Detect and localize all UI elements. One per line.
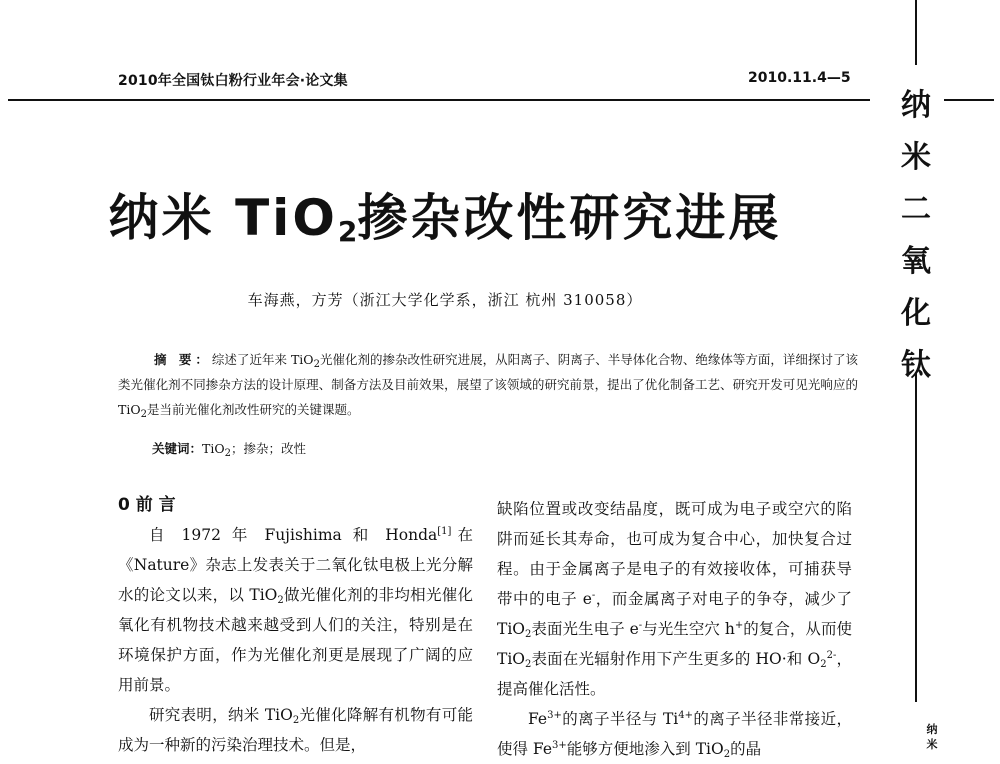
- paragraph: [497, 494, 852, 704]
- subscript: 2: [820, 659, 827, 670]
- side-tab-char: 氧: [901, 244, 931, 279]
- running-header-left: 2010年全国钛白粉行业年会·论文集: [118, 73, 348, 89]
- side-tab-small: [924, 722, 940, 752]
- paragraph-text: 与光生空穴 h: [642, 620, 735, 638]
- section-heading: 0 前 言: [118, 495, 176, 515]
- paragraph-text: 研究表明，纳米 TiO: [149, 706, 293, 724]
- superscript: -: [591, 590, 596, 601]
- abstract-subscript: 2: [140, 409, 147, 420]
- paragraph-text: 的离子半径非常接近，使得 Fe: [497, 710, 852, 758]
- abstract-subscript: 2: [313, 359, 320, 370]
- paragraph-text: ，而金属离子对电子的争夺，减少了 TiO: [497, 590, 852, 638]
- paragraph-text: Fe: [528, 710, 548, 728]
- abstract-label: 摘 要：: [154, 352, 212, 367]
- paragraph-text: 在《Nature》杂志上发表关于二氧化钛电极上光分解水的论文以来，以 TiO: [118, 526, 473, 604]
- side-tab-small-char: 纳: [926, 723, 938, 736]
- paragraph-text: 缺陷位置或改变结晶度，既可成为电子或空穴的陷阱而延长其寿命，也可成为复合中心，加快复合过程。由于金属离子是电子的有效接收体，可捕获导带中的电子 e: [497, 500, 852, 608]
- abstract: [118, 347, 858, 422]
- running-header-date: 2010.11.4—5: [748, 70, 851, 86]
- paragraph-text: 能够方便地渗入到 TiO: [566, 740, 724, 758]
- title-part: 纳米 TiO: [108, 189, 338, 247]
- side-tab-char: 纳: [901, 88, 931, 123]
- paragraph-text: ，提高催化活性。: [497, 650, 852, 698]
- paragraph: [118, 520, 473, 700]
- abstract-text: 光催化剂的掺杂改性研究进展，从阳离子、阴离子、半导体化合物、绝缘体等方面，详细探讨了该类光催化剂不同掺杂方法的设计原理、制备方法及目前效果，展望了该领域的研究前景，提出了优化制备工艺、研究开发可见光响应的 TiO: [118, 352, 858, 417]
- superscript: 3+: [547, 710, 562, 721]
- title-subscript: 2: [337, 215, 358, 248]
- paragraph-text: 的晶: [730, 740, 762, 758]
- paragraph-text: 表面在光辐射作用下产生更多的 HO·和 O: [531, 650, 821, 668]
- superscript: 4+: [678, 710, 693, 721]
- side-tab-char: 米: [901, 140, 931, 175]
- body-column-right: [497, 494, 852, 764]
- keywords: [152, 439, 306, 457]
- keywords-text: ；掺杂；改性: [230, 441, 306, 456]
- subscript: 2: [277, 595, 284, 606]
- side-tab-title: [898, 80, 934, 392]
- paragraph-text: 自 1972 年 Fujishima 和 Honda: [149, 526, 438, 544]
- side-tab-char: 钛: [901, 348, 931, 383]
- subscript: 2: [723, 749, 731, 760]
- keywords-label: 关键词：: [152, 441, 203, 456]
- side-tab-line-mid: [915, 372, 917, 702]
- header-rule-right: [944, 99, 994, 101]
- title-part: 掺杂改性研究进展: [357, 189, 782, 247]
- citation-ref: [1]: [437, 526, 452, 537]
- side-tab-line-top: [915, 0, 917, 65]
- header-rule: [8, 99, 870, 101]
- side-tab-char: 化: [901, 296, 931, 331]
- paragraph-text: 光催化降解有机物有可能成为一种新的污染治理技术。但是，: [118, 706, 473, 754]
- body-column-left: [118, 490, 473, 760]
- authors-affiliation: 车海燕，方芳（浙江大学化学系，浙江 杭州 310058）: [247, 291, 643, 309]
- paragraph-text: 做光催化剂的非均相光催化氧化有机物技术越来越受到人们的关注，特别是在环境保护方面，作为光催化剂更是展现了广阔的应用前景。: [118, 586, 473, 694]
- paragraph-text: 表面光生电子 e: [531, 620, 639, 638]
- paper-title: [0, 178, 890, 250]
- side-tab-small-char: 米: [926, 738, 938, 751]
- paragraph: [118, 700, 473, 760]
- superscript: 3+: [552, 740, 567, 751]
- superscript: +: [734, 620, 744, 631]
- subscript: 2: [292, 715, 300, 726]
- keywords-text: TiO: [202, 441, 225, 456]
- superscript: -: [638, 620, 643, 631]
- subscript: 2: [525, 659, 532, 670]
- paragraph-text: 的复合，从而使 TiO: [497, 620, 852, 668]
- paragraph-text: 的离子半径与 Ti: [561, 710, 679, 728]
- paragraph: [497, 704, 852, 764]
- abstract-text: 综述了近年来 TiO: [211, 352, 314, 367]
- subscript: 2: [525, 629, 532, 640]
- side-tab-char: 二: [901, 192, 931, 227]
- abstract-text: 是当前光催化剂改性研究的关键课题。: [146, 402, 360, 417]
- keywords-subscript: 2: [224, 448, 231, 459]
- superscript: 2-: [826, 650, 837, 661]
